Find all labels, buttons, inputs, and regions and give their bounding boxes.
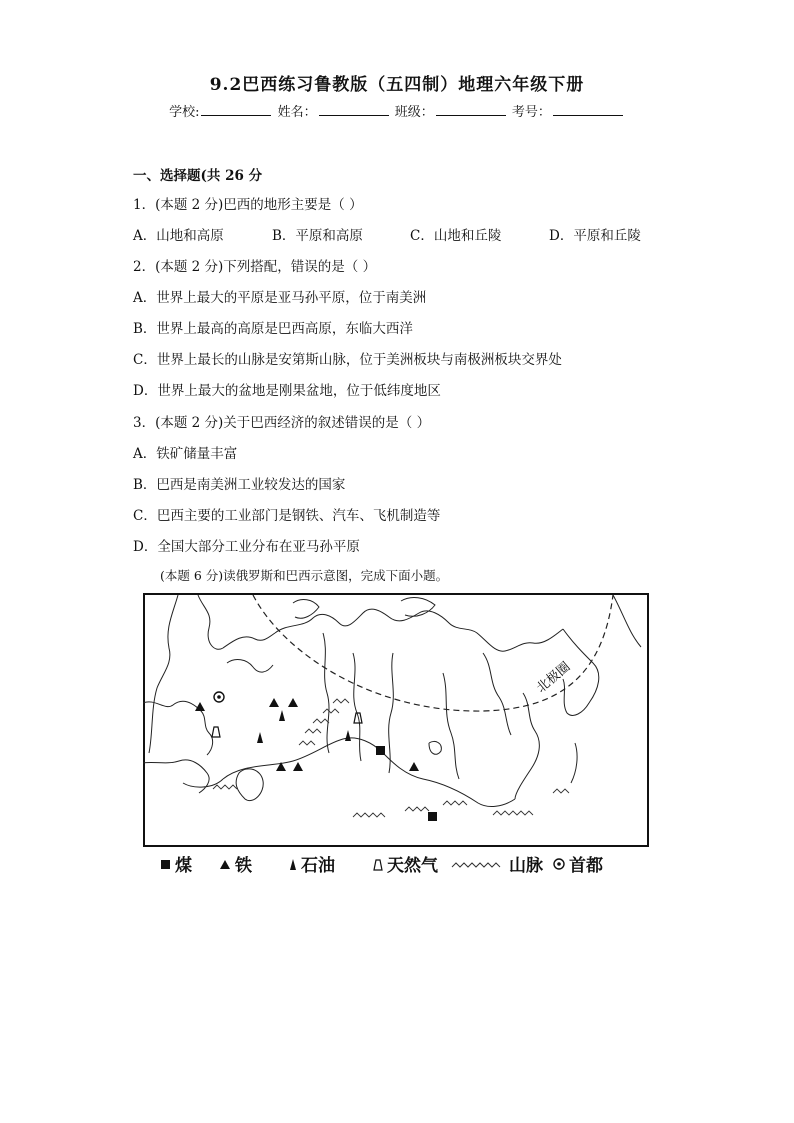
q1-option-a[interactable]: A．山地和高原 — [133, 228, 224, 244]
map-caption: (本题 6 分)读俄罗斯和巴西示意图，完成下面小题。 — [160, 568, 449, 583]
coal-icon — [160, 858, 172, 870]
legend-capital — [552, 851, 603, 876]
number-label: 考号： — [511, 105, 551, 120]
name-blank[interactable] — [319, 103, 389, 116]
section-heading: 一、选择题(共 26 分 — [133, 168, 263, 184]
legend-mountain-label: 山脉 — [509, 856, 543, 876]
legend-coal-label: 煤 — [175, 856, 192, 876]
q3-option-b[interactable]: B．巴西是南美洲工业较发达的国家 — [133, 477, 346, 493]
q1-option-c[interactable]: C．山地和丘陵 — [410, 228, 502, 244]
question-3-stem: 3．(本题 2 分)关于巴西经济的叙述错误的是（ ） — [133, 415, 431, 431]
coal-symbol — [376, 746, 385, 755]
legend-iron-label: 铁 — [235, 856, 252, 876]
legend-oil — [288, 851, 335, 876]
class-label: 班级： — [394, 105, 434, 120]
name-label: 姓名： — [277, 105, 317, 120]
oil-icon — [288, 857, 298, 871]
iron-icon — [218, 858, 232, 870]
legend-gas-label: 天然气 — [387, 856, 438, 876]
question-2-stem: 2．(本题 2 分)下列搭配，错误的是（ ） — [133, 259, 377, 275]
q2-option-d[interactable]: D．世界上最大的盆地是刚果盆地，位于低纬度地区 — [133, 383, 441, 399]
legend-oil-label: 石油 — [301, 856, 335, 876]
legend-iron — [218, 851, 252, 876]
capital-icon — [552, 857, 566, 871]
q2-option-b[interactable]: B．世界上最高的高原是巴西高原，东临大西洋 — [133, 321, 413, 337]
mountain-icon — [450, 857, 506, 871]
russia-map-drawing — [143, 593, 649, 847]
page-title: 9.2巴西练习鲁教版（五四制）地理六年级下册 — [209, 75, 585, 95]
map-frame — [144, 594, 648, 846]
q2-option-c[interactable]: C．世界上最长的山脉是安第斯山脉，位于美洲板块与南极洲板块交界处 — [133, 352, 562, 368]
q3-option-c[interactable]: C．巴西主要的工业部门是钢铁、汽车、飞机制造等 — [133, 508, 441, 524]
school-label: 学校: — [169, 105, 200, 120]
coal-symbol — [428, 812, 437, 821]
q3-option-a[interactable]: A．铁矿储量丰富 — [133, 446, 238, 462]
q1-option-d[interactable]: D．平原和丘陵 — [549, 228, 641, 244]
school-blank[interactable] — [201, 103, 271, 116]
q1-option-b[interactable]: B．平原和高原 — [272, 228, 363, 244]
q2-option-a[interactable]: A．世界上最大的平原是亚马孙平原，位于南美洲 — [133, 290, 427, 306]
map-legend — [160, 851, 640, 875]
gas-icon — [372, 857, 384, 871]
class-blank[interactable] — [436, 103, 506, 116]
student-info-line — [0, 101, 794, 120]
legend-gas — [372, 851, 438, 876]
russia-map — [143, 593, 649, 847]
legend-mountain — [450, 851, 543, 876]
arctic-circle-label: 北极圈 — [533, 659, 574, 697]
q3-option-d[interactable]: D．全国大部分工业分布在亚马孙平原 — [133, 539, 360, 555]
question-1-stem: 1．(本题 2 分)巴西的地形主要是（ ） — [133, 197, 363, 213]
legend-capital-label: 首都 — [569, 856, 603, 876]
legend-coal — [160, 851, 192, 876]
number-blank[interactable] — [553, 103, 623, 116]
